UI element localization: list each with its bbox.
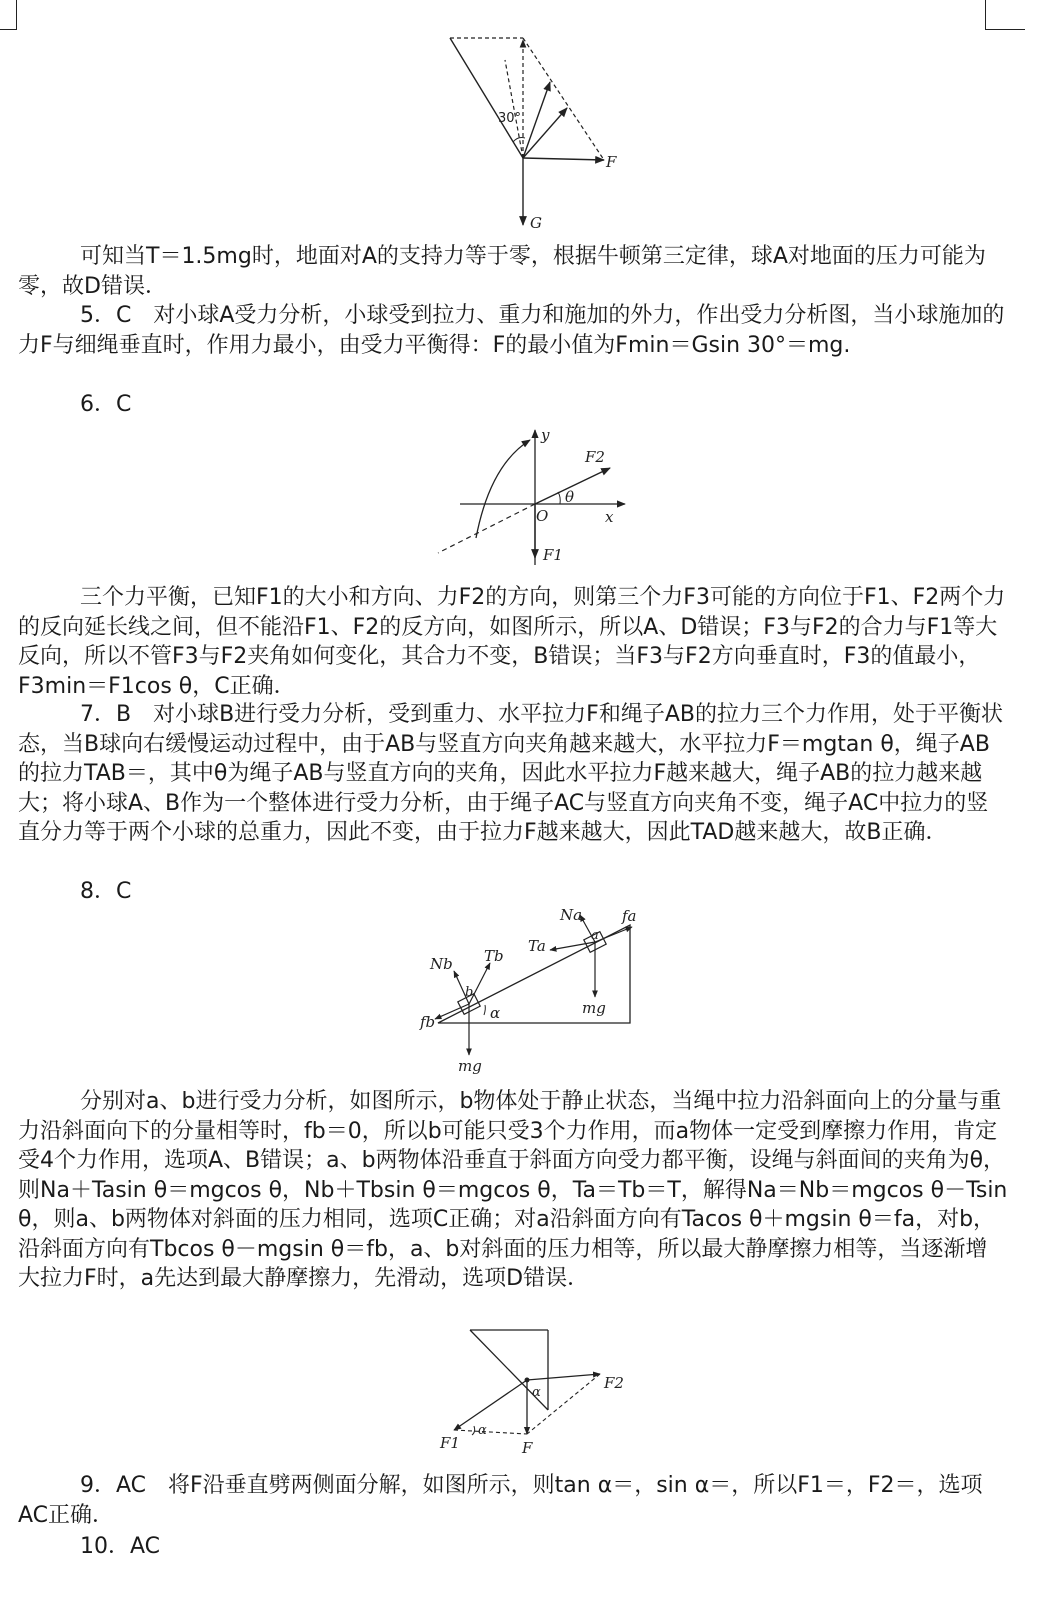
fig4-f2-label: F2	[604, 1374, 624, 1392]
paragraph-2: 5．C 对小球A受力分析，小球受到拉力、重力和施加的外力，作出受力分析图，当小球施加的力F与细绳垂直时，作用力最小，由受力平衡得：F的最小值为Fmin＝Gsin 30°＝mg.	[18, 303, 1005, 358]
crop-mark-right-v	[985, 0, 986, 30]
figure-force-diagram-2	[430, 420, 640, 570]
fig3-alpha-label: α	[490, 1004, 501, 1022]
paragraph-1: 可知当T＝1.5mg时，地面对A的支持力等于零，根据牛顿第三定律，球A对地面的压力可能为零，故D错误．	[18, 244, 986, 299]
fig2-theta-label: θ	[565, 488, 575, 506]
fig3-a-label: a	[591, 928, 599, 943]
figure-incline-diagram	[410, 905, 650, 1077]
fig1-angle-label: 30°	[498, 111, 522, 126]
fig3-mg-b-label: mg	[458, 1057, 482, 1075]
paragraph-7: 分别对a、b进行受力分析，如图所示，b物体处于静止状态，当绳中拉力沿斜面向上的分量与重力沿斜面向下的分量相等时，fb＝0，所以b可能只受3个力作用，而a物体一定受到摩擦力作用，肯定受4个力作用，选项A、B错误；a、b两物体沿垂直于斜面方向受力都平衡，设绳与斜面间的夹角为θ，则Na＋Tasin θ＝mgcos θ，Nb＋Tbsin θ＝mgcos θ，Ta＝Tb＝T，解得Na＝Nb＝mgcos θ－Tsin θ，则a、b两物体对斜面的压力相同，选项C正确；对a沿斜面方向有Tacos θ＋mgsin θ＝fa，对b，沿斜面方向有Tbcos θ－mgsin θ＝fb，a、b对斜面的压力相等，所以最大静摩擦力相等，当逐渐增大拉力F时，a先达到最大静摩擦力，先滑动，选项D错误．	[18, 1089, 1008, 1291]
fig2-origin-label: O	[536, 507, 549, 525]
fig2-f2-label: F2	[585, 448, 605, 466]
paragraph-8: 9．AC 将F沿垂直劈两侧面分解，如图所示，则tan α＝，sin α＝，所以F1＝，F2＝，选项AC正确．	[18, 1473, 983, 1528]
paragraph-9: 10．AC	[80, 1534, 161, 1559]
fig3-b-label: b	[465, 985, 474, 1000]
fig3-fb-label: fb	[420, 1013, 436, 1031]
fig3-nb-label: Nb	[430, 955, 453, 973]
crop-mark-left-v	[16, 0, 17, 30]
fig2-y-label: y	[541, 426, 550, 444]
fig1-gravity-label: G	[530, 214, 542, 232]
fig3-mg-a-label: mg	[582, 999, 606, 1017]
paragraph-6: 8．C	[80, 879, 132, 904]
paragraph-5: 7．B 对小球B进行受力分析，受到重力、水平拉力F和绳子AB的拉力三个力作用，处于平衡状态，当B球向右缓慢运动过程中，由于AB与竖直方向夹角越来越大，水平拉力F＝mgtan θ，绳子AB的拉力TAB＝，其中θ为绳子AB与竖直方向的夹角，因此水平拉力F越来越大，绳子AB的拉力越来越大；将小球A、B作为一个整体进行受力分析，由于绳子AC与竖直方向夹角不变，绳子AC中拉力的竖直分力等于两个小球的总重力，因此不变，由于拉力F越来越大，因此TAD越来越大，故B正确．	[18, 702, 1003, 845]
paragraph-3: 6．C	[80, 392, 132, 417]
fig4-f-label: F	[522, 1439, 533, 1457]
figure-wedge-diagram	[420, 1322, 640, 1462]
fig3-ta-label: Ta	[528, 937, 546, 955]
figure-force-diagram-1	[440, 30, 640, 235]
paragraph-4: 三个力平衡，已知F1的大小和方向、力F2的方向，则第三个力F3可能的方向位于F1、F2两个力 的反向延长线之间，但不能沿F1、F2的反方向，如图所示，所以A、D错误；F3与F2的合力与F1等大反向，所以不管F3与F2夹角如何变化，其合力不变，B错误；当F3与F2方向垂直时，F3的值最小，F3min＝F1cos θ，C正确．	[18, 585, 1006, 699]
fig3-na-label: Na	[560, 906, 583, 924]
crop-mark-right-h	[985, 29, 1025, 30]
fig1-force-label: F	[606, 153, 617, 171]
fig3-tb-label: Tb	[484, 947, 504, 965]
fig2-x-label: x	[605, 508, 614, 526]
fig2-f1-label: F1	[543, 546, 563, 564]
fig4-alpha-bottom-label: α	[478, 1423, 487, 1438]
crop-mark-left-h	[0, 29, 17, 30]
fig3-fa-label: fa	[622, 907, 637, 925]
fig4-alpha-top-label: α	[532, 1385, 541, 1400]
fig4-f1-label: F1	[440, 1434, 460, 1452]
